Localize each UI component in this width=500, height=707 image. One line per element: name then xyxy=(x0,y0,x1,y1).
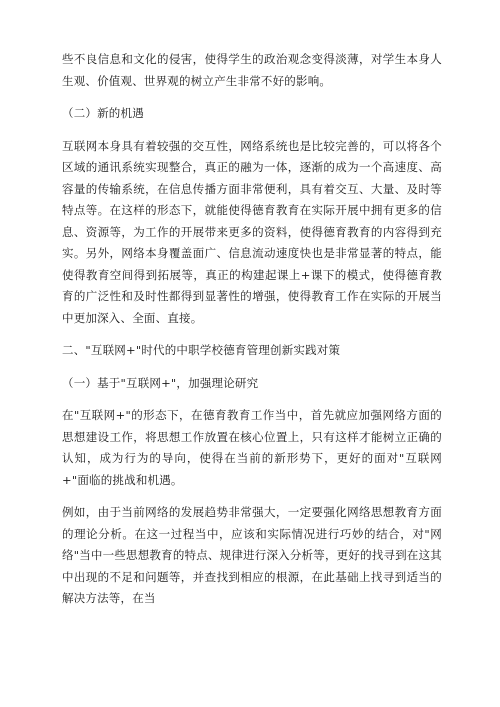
section-heading-theory-research: （一）基于"互联网+"，加强理论研究 xyxy=(62,375,259,390)
paragraph-example-theory-analysis: 例如，由于当前网络的发展趋势非常强大，一定要强化网络思想教育方面的理论分析。在这一过程当中，应该和实际情况进行巧妙的结合，对"网络"当中一些思想教育的特点、规律进行深入分析等，更好的找寻到在这其中出现的不足和问题等，并查找到相应的根源，在此基础上找寻到适当的解决方法等，在当 xyxy=(62,505,442,605)
chapter-heading-innovation-strategies: 二、"互联网+"时代的中职学校德育管理创新实践对策 xyxy=(62,343,341,357)
paragraph-internet-interactivity: 互联网本身具有着较强的交互性，网络系统也是比较完善的，可以将各个区域的通讯系统实现整合，真正的融为一体，逐渐的成为一个高速度、高容量的传输系统，在信息传播方面非常便利，具有着交互、大量、及时等特点等。在这样的形态下，就能使得德育教育在实际开展中拥有更多的信息、资源等，为工作的开展带来更多的资料，使得德育教育的内容得到充实。另外，网络本身覆盖面广、信息流动速度快也是非常显著的特点，能使得教育空间得到拓展等，真正的构建起课上+课下的模式，使得德育教育的广泛性和及时性都得到显著性的增强，使得教育工作在实际的开展当中更加深入、全面、直接。 xyxy=(62,138,442,325)
paragraph-intro-continuation: 些不良信息和文化的侵害，使得学生的政治观念变得淡薄，对学生本身人生观、价值观、世界观的树立产生非常不好的影响。 xyxy=(62,52,442,88)
document-body xyxy=(62,49,442,621)
section-heading-new-opportunities: （二）新的机遇 xyxy=(62,106,144,120)
paragraph-ideological-construction: 在"互联网+"的形态下，在德育教育工作当中，首先就应加强网络方面的思想建设工作，将思想工作放置在核心位置上，只有这样才能树立正确的认知，成为行为的导向，使得在当前的新形势下，更好的面对"互联网+"面临的挑战和机遇。 xyxy=(62,408,442,487)
